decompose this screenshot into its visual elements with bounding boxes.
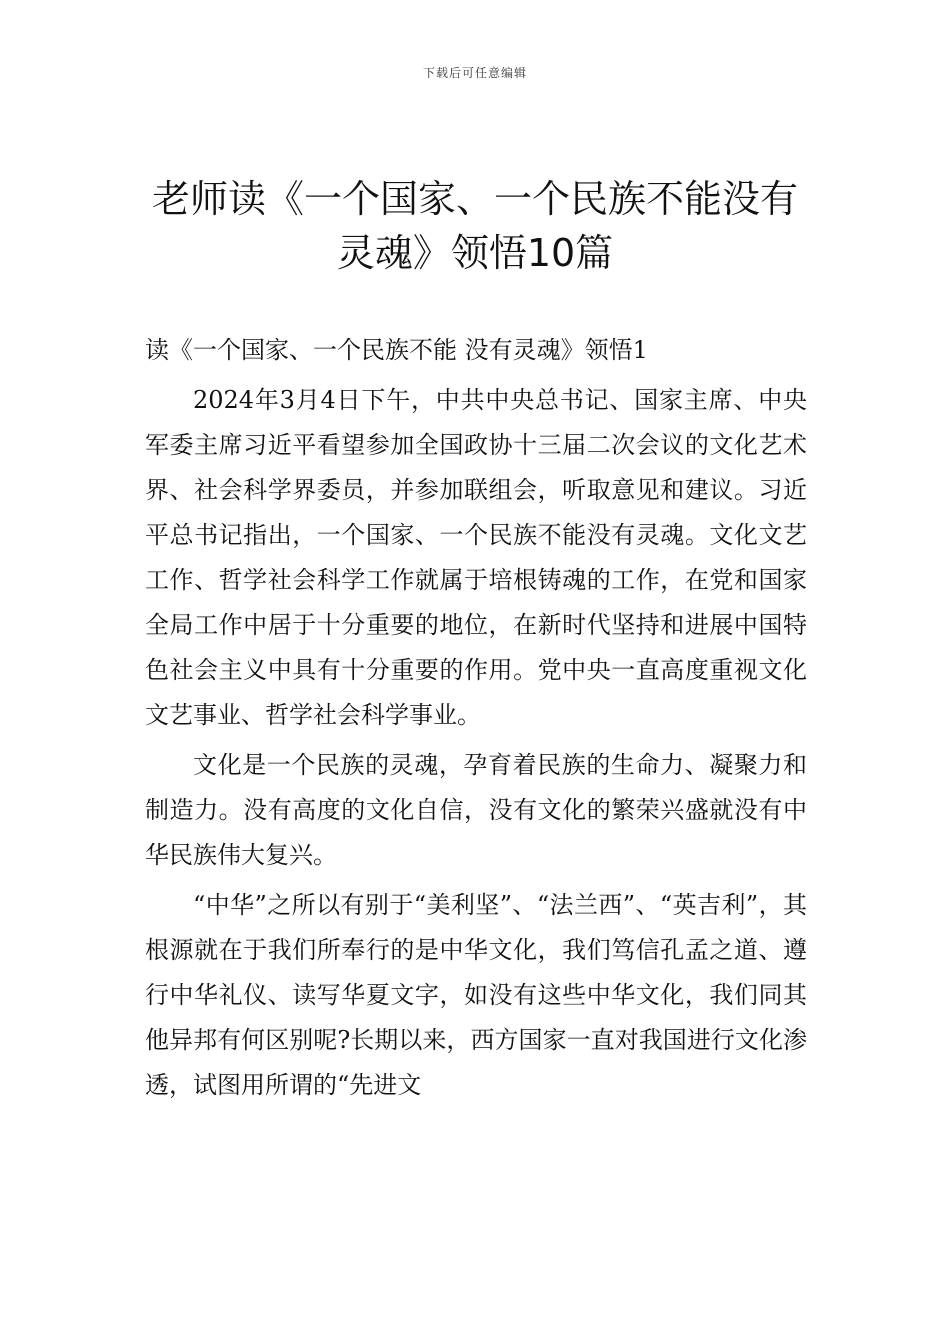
document-title: 老师读《一个国家、一个民族不能没有灵魂》领悟10篇 (151, 177, 798, 275)
paragraph: “中华”之所以有别于“美利坚”、“法兰西”、“英吉利”，其根源就在于我们所奉行的是中华文化，我们笃信孔孟之道、遵行中华礼仪、读写华夏文字，如没有这些中华文化，我们同其他异邦有何区别呢?长期以来，西方国家一直对我国进行文化渗透，试图用所谓的“先进文 (145, 891, 807, 1099)
paragraph: 2024年3月4日下午，中共中央总书记、国家主席、中央军委主席习近平看望参加全国政协十三届二次会议的文化艺术界、社会科学界委员，并参加联组会，听取意见和建议。习近平总书记指出，一个国家、一个民族不能没有灵魂。文化文艺工作、哲学社会科学工作就属于培根铸魂的工作，在党和国家全局工作中居于十分重要的地位，在新时代坚持和进展中国特色社会主义中具有十分重要的作用。党中央一直高度重视文化文艺事业、哲学社会科学事业。 (145, 386, 807, 729)
header-note: 下载后可任意编辑 (422, 66, 527, 80)
paragraph: 文化是一个民族的灵魂，孕育着民族的生命力、凝聚力和制造力。没有高度的文化自信，没有文化的繁荣兴盛就没有中华民族伟大复兴。 (145, 751, 807, 869)
document-body (145, 328, 807, 1108)
section-heading: 读《一个国家、一个民族不能 没有灵魂》领悟1 (145, 336, 648, 364)
